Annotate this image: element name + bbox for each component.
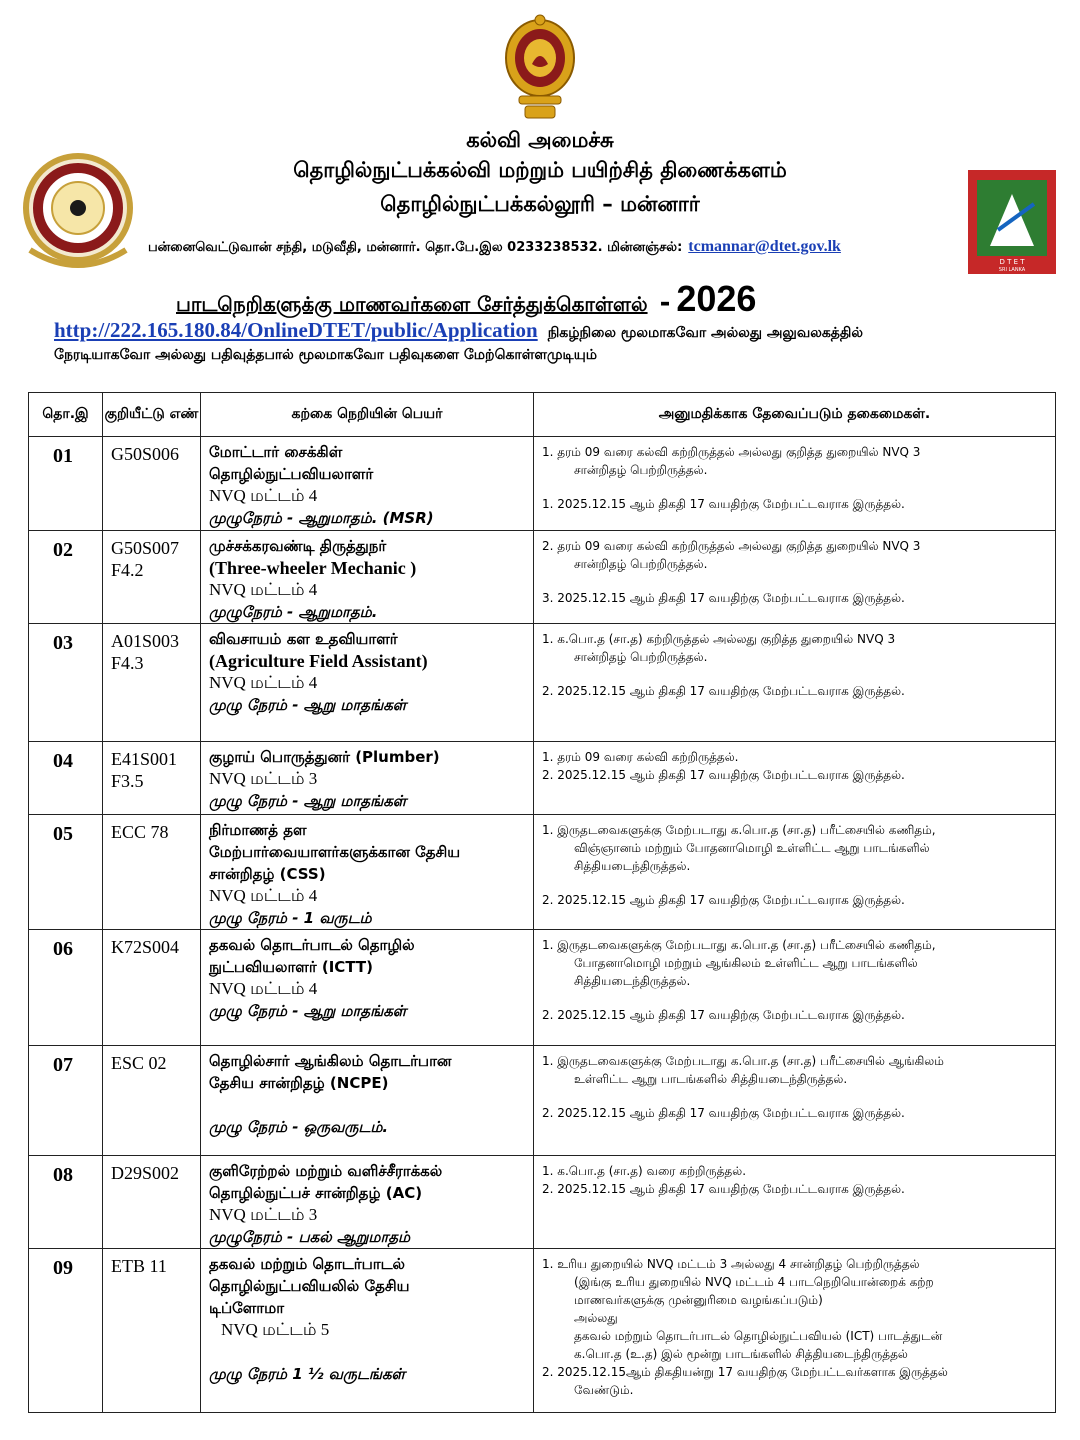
address-line [148,238,841,256]
course-name-line: டிப்ளோமா [209,1299,285,1317]
requirement-line: அல்லது [574,1311,618,1325]
course-duration: முழு நேரம் - 1 வருடம் [209,909,372,927]
row-course-name [201,1249,534,1413]
requirement-line: 2. தரம் 09 வரை கல்வி கற்றிருத்தல் அல்லது குறித்த துறையில் NVQ 3 [542,539,921,553]
course-duration: முழு நேரம் - ஆறு மாதங்கள் [209,696,407,714]
requirement-line: 1. 2025.12.15 ஆம் திகதி 17 வயதிற்கு மேற்பட்டவராக இருத்தல். [542,497,905,511]
course-name-line: தொழில்சார் ஆங்கிலம் தொடர்பான [209,1052,452,1070]
requirement-line: 1. இருதடவைகளுக்கு மேற்படாது க.பொ.த (சா.த) பரீட்சையில் கணிதம், [542,823,936,837]
requirement-line: வேண்டும். [574,1383,634,1397]
course-name-line: மேற்பார்வையாளர்களுக்கான தேசிய [209,843,461,861]
requirement-line: 2. 2025.12.15 ஆம் திகதி 17 வயதிற்கு மேற்பட்டவராக இருத்தல். [542,893,905,907]
row-requirements [534,531,1056,624]
notice-title-text: பாடநெறிகளுக்கு மாணவர்களை சேர்த்துக்கொள்ளல் [176,292,648,316]
row-serial: 06 [29,930,103,1046]
requirement-line: உள்ளிட்ட ஆறு பாடங்களில் சித்தியடைந்திருத்தல். [574,1072,848,1086]
requirement-line: போதனாமொழி மற்றும் ஆங்கிலம் உள்ளிட்ட ஆறு பாடங்களில் [574,956,918,970]
course-nvq-level: NVQ மட்டம் 5 [221,1320,330,1339]
course-name-line: நிர்மாணத் தள [209,821,307,839]
requirement-line: விஞ்ஞானம் மற்றும் போதனாமொழி உள்ளிட்ட ஆறு பாடங்களில் [574,841,930,855]
row-serial: 09 [29,1249,103,1413]
requirement-line: சித்தியடைந்திருத்தல். [574,859,691,873]
row-serial: 07 [29,1046,103,1156]
table-row [29,531,1056,624]
requirement-line: 2. 2025.12.15 ஆம் திகதி 17 வயதிற்கு மேற்பட்டவராக இருத்தல். [542,1182,905,1196]
header-serial: தொ.இ [29,393,103,437]
sri-lanka-emblem [503,14,577,120]
course-name-line: முச்சக்கரவண்டி திருத்துநர் [209,537,387,555]
row-requirements [534,1046,1056,1156]
header-code: குறியீட்டு எண் [103,393,201,437]
requirement-line: 1. க.பொ.த (சா.த) வரை கற்றிருத்தல். [542,1164,747,1178]
row-course-name [201,437,534,531]
row-course-name [201,742,534,815]
department-heading: தொழில்நுட்பக்கல்வி மற்றும் பயிற்சித் திணைக்களம் [293,158,787,182]
course-code-line: ETB 11 [111,1256,167,1276]
requirement-line: 2. 2025.12.15 ஆம் திகதி 17 வயதிற்கு மேற்பட்டவராக இருத்தல். [542,684,905,698]
course-code-line: K72S004 [111,937,180,957]
course-name-line: மோட்டார் சைக்கிள் [209,443,343,461]
course-nvq-level: NVQ மட்டம் 4 [209,886,318,905]
row-code [103,531,201,624]
courses-table [28,392,1056,1413]
course-name-line: (Three-wheeler Mechanic ) [209,558,417,578]
row-course-name [201,815,534,930]
course-duration: முழு நேரம் - ஆறு மாதங்கள் [209,792,407,810]
notice-year: 2026 [676,278,757,319]
spacer [209,1341,529,1363]
requirement-line: சான்றிதழ் பெற்றிருத்தல். [574,557,708,571]
course-name-line: நுட்பவியலாளர் (ICTT) [209,958,373,976]
requirement-line: மாணவர்களுக்கு முன்னுரிமை வழங்கப்படும்) [574,1293,823,1307]
header-course-name: கற்கை நெறியின் பெயர் [201,393,534,437]
course-name-line: தொழில்நுட்பச் சான்றிதழ் (AC) [209,1184,423,1202]
row-code [103,624,201,742]
college-heading: தொழில்நுட்பக்கல்லூரி – மன்னார் [380,192,700,216]
table-row [29,1249,1056,1413]
course-name-line: சான்றிதழ் (CSS) [209,865,326,883]
row-course-name [201,930,534,1046]
course-name-line: தொழில்நுட்பவியலில் தேசிய [209,1277,410,1295]
intro-line-2: நேரடியாகவோ அல்லது பதிவுத்தபால் மூலமாகவோ பதிவுகளை மேற்கொள்ளமுடியும் [54,347,597,363]
table-row [29,815,1056,930]
row-requirements [534,742,1056,815]
course-code-line: G50S007 [111,538,180,558]
requirement-line: சித்தியடைந்திருத்தல். [574,974,691,988]
requirement-line: (இங்கு உரிய துறையில் NVQ மட்டம் 4 பாடநெறியொன்றைக் கற்ற [574,1275,934,1289]
row-requirements [534,1249,1056,1413]
course-code-line: G50S006 [111,444,180,464]
row-code [103,930,201,1046]
course-code-line: D29S002 [111,1163,180,1183]
header-requirements: அனுமதிக்காக தேவைப்படும் தகைமைகள். [534,393,1056,437]
requirement-line: 1. இருதடவைகளுக்கு மேற்படாது க.பொ.த (சா.த) பரீட்சையில் ஆங்கிலம் [542,1054,944,1068]
course-name-line: (Agriculture Field Assistant) [209,651,428,671]
course-name-line: குழாய் பொருத்துனர் (Plumber) [209,748,440,766]
course-code-line: ESC 02 [111,1053,167,1073]
table-row [29,437,1056,531]
course-code-line: F4.3 [111,653,144,673]
requirement-line: 1. தரம் 09 வரை கல்வி கற்றிருத்தல். [542,750,739,764]
course-nvq-level: NVQ மட்டம் 4 [209,580,318,599]
course-code-line: F3.5 [111,771,144,791]
svg-text:SRI LANKA: SRI LANKA [998,267,1026,273]
requirement-line: 3. 2025.12.15 ஆம் திகதி 17 வயதிற்கு மேற்பட்டவராக இருத்தல். [542,591,905,605]
row-serial: 05 [29,815,103,930]
table-row [29,624,1056,742]
row-requirements [534,930,1056,1046]
requirement-line: சான்றிதழ் பெற்றிருத்தல். [574,463,708,477]
requirement-line: சான்றிதழ் பெற்றிருத்தல். [574,650,708,664]
row-requirements [534,624,1056,742]
table-row [29,1046,1056,1156]
course-duration: முழு நேரம் - ஆறு மாதங்கள் [209,1002,407,1020]
requirement-line: தகவல் மற்றும் தொடர்பாடல் தொழில்நுட்பவியல் (ICT) பாடத்துடன் [574,1329,943,1343]
table-header-row [29,393,1056,437]
requirement-line: 2. 2025.12.15ஆம் திகதியன்று 17 வயதிற்கு மேற்பட்டவர்களாக இருத்தல் [542,1365,948,1379]
course-code-line: E41S001 [111,749,178,769]
table-row [29,1156,1056,1249]
course-duration: முழுநேரம் - ஆறுமாதம். [209,603,378,621]
row-code [103,815,201,930]
row-code [103,1156,201,1249]
course-name-line: தேசிய சான்றிதழ் (NCPE) [209,1074,389,1092]
row-course-name [201,1156,534,1249]
course-name-line: குளிரேற்றல் மற்றும் வளிச்சீராக்கல் [209,1162,443,1180]
course-duration: முழு நேரம் - ஒருவருடம். [209,1118,389,1136]
table-row [29,742,1056,815]
address-text: பன்னைவெட்டுவான் சந்தி, மடுவீதி, மன்னார். தொ.பே.இல 0233238532. மின்னஞ்சல்: [148,240,683,255]
course-name-line: தகவல் தொடர்பாடல் தொழில் [209,936,415,954]
course-nvq-level: NVQ மட்டம் 4 [209,673,318,692]
intro-line-1-text: நிகழ்நிலை மூலமாகவோ அல்லது அலுவலகத்தில் [547,325,864,341]
table-body [29,437,1056,1413]
ministry-heading: கல்வி அமைச்சு [466,128,614,152]
course-nvq-level: NVQ மட்டம் 3 [209,769,318,788]
course-duration: முழு நேரம் 1 ½ வருடங்கள் [209,1365,406,1383]
requirement-line: 1. தரம் 09 வரை கல்வி கற்றிருத்தல் அல்லது குறித்த துறையில் NVQ 3 [542,445,921,459]
row-course-name [201,624,534,742]
row-course-name [201,1046,534,1156]
intro-line-1 [54,318,863,343]
spacer [209,1094,529,1116]
row-course-name [201,531,534,624]
requirement-line: 1. உரிய துறையில் NVQ மட்டம் 3 அல்லது 4 சான்றிதழ் பெற்றிருத்தல் [542,1257,920,1271]
course-duration: முழுநேரம் - பகல் ஆறுமாதம் [209,1228,411,1246]
row-serial: 03 [29,624,103,742]
title-dash: - [659,288,671,318]
requirement-line: 2. 2025.12.15 ஆம் திகதி 17 வயதிற்கு மேற்பட்டவராக இருத்தல். [542,768,905,782]
requirement-line: 1. க.பொ.த (சா.த) கற்றிருத்தல் அல்லது குறித்த துறையில் NVQ 3 [542,632,896,646]
row-requirements [534,437,1056,531]
requirement-line: க.பொ.த (உ.த) இல் மூன்று பாடங்களில் சித்தியடைந்திருத்தல் [574,1347,908,1361]
svg-text:D T E T: D T E T [999,258,1025,266]
row-serial: 02 [29,531,103,624]
course-name-line: தகவல் மற்றும் தொடர்பாடல் [209,1255,405,1273]
requirement-line: 2. 2025.12.15 ஆம் திகதி 17 வயதிற்கு மேற்பட்டவராக இருத்தல். [542,1008,905,1022]
course-code-line: F4.2 [111,560,144,580]
requirement-line: 1. இருதடவைகளுக்கு மேற்படாது க.பொ.த (சா.த) பரீட்சையில் கணிதம், [542,938,936,952]
row-code [103,742,201,815]
course-name-line: தொழில்நுட்பவியலாளர் [209,465,374,483]
application-url-link[interactable]: http://222.165.180.84/OnlineDTET/public/Application [54,318,538,342]
course-nvq-level: NVQ மட்டம் 4 [209,979,318,998]
row-requirements [534,815,1056,930]
notice-title [176,278,756,320]
course-code-line: ECC 78 [111,822,169,842]
course-nvq-level: NVQ மட்டம் 4 [209,486,318,505]
row-code [103,437,201,531]
table-row [29,930,1056,1046]
course-name-line: விவசாயம் கள உதவியாளர் [209,630,398,648]
course-nvq-level: NVQ மட்டம் 3 [209,1205,318,1224]
row-code [103,1249,201,1413]
course-code-line: A01S003 [111,631,180,651]
row-code [103,1046,201,1156]
row-serial: 04 [29,742,103,815]
dtet-logo [968,170,1056,274]
row-serial: 08 [29,1156,103,1249]
row-requirements [534,1156,1056,1249]
course-duration: முழுநேரம் - ஆறுமாதம். (MSR) [209,509,434,527]
row-serial: 01 [29,437,103,531]
email-link[interactable]: tcmannar@dtet.gov.lk [688,238,841,255]
requirement-line: 2. 2025.12.15 ஆம் திகதி 17 வயதிற்கு மேற்பட்டவராக இருத்தல். [542,1106,905,1120]
